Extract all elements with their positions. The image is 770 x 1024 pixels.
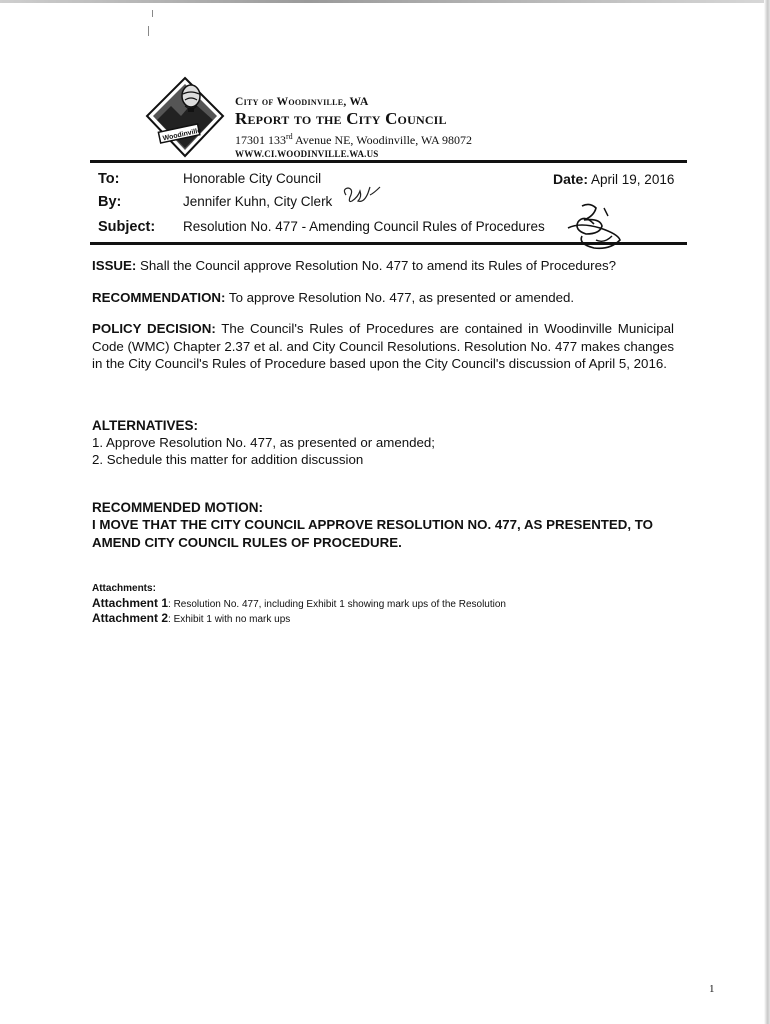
to-value: Honorable City Council: [183, 171, 322, 186]
approval-signature: [560, 200, 630, 252]
subject-value: Resolution No. 477 - Amending Council Rules of Procedures: [183, 219, 545, 234]
by-label: By:: [98, 194, 122, 210]
logo-text: Woodinville: [162, 127, 202, 143]
memo-date: Date: April 19, 2016: [553, 171, 675, 187]
recommendation-paragraph: RECOMMENDATION: To approve Resolution No. 477, as presented or amended.: [92, 290, 575, 305]
scan-edge-right: [764, 0, 770, 1024]
to-label: To:: [98, 171, 120, 187]
report-title: Report to the City Council: [235, 109, 447, 128]
city-name: City of Woodinville, WA: [235, 96, 369, 108]
recommended-motion-heading: RECOMMENDED MOTION:: [92, 500, 263, 515]
attachments-heading: Attachments:: [92, 583, 156, 594]
city-website: WWW.CI.WOODINVILLE.WA.US: [235, 149, 379, 159]
issue-paragraph: ISSUE: Shall the Council approve Resolution No. 477 to amend its Rules of Procedures?: [92, 258, 617, 273]
recommended-motion-text: I MOVE THAT THE CITY COUNCIL APPROVE RESOLUTION NO. 477, AS PRESENTED, TO AMEND CITY COUNCIL RULES OF PROCEDURE.: [92, 517, 654, 550]
by-value: Jennifer Kuhn, City Clerk: [183, 194, 333, 209]
city-logo: [145, 76, 225, 158]
clerk-initials-signature: [340, 183, 390, 213]
alternative-item: 2. Schedule this matter for addition discussion: [92, 452, 364, 467]
alternative-item: 1. Approve Resolution No. 477, as presented or amended;: [92, 435, 435, 450]
attachment-item: Attachment 2: Exhibit 1 with no mark ups: [92, 611, 291, 625]
scan-speck: [148, 26, 149, 36]
policy-decision-paragraph: POLICY DECISION: The Council's Rules of Procedures are contained in Woodinville Municipal Code (WMC) Chapter 2.37 et al. and City Council Resolutions. Resolution No. 477 makes changes in the City Council's Rules of Procedure based upon the City Council's discussion of April 5, 2016.: [92, 321, 674, 371]
header-rule: [90, 160, 687, 163]
scan-edge-top: [0, 0, 770, 3]
subject-label: Subject:: [98, 219, 156, 235]
report-header: [235, 95, 472, 160]
page-number: 1: [709, 983, 715, 995]
alternatives-heading: ALTERNATIVES:: [92, 418, 198, 433]
attachment-item: Attachment 1: Resolution No. 477, including Exhibit 1 showing mark ups of the Resolution: [92, 596, 506, 610]
scan-speck: [152, 10, 153, 17]
city-address: 17301 133rd Avenue NE, Woodinville, WA 98072: [235, 132, 473, 147]
